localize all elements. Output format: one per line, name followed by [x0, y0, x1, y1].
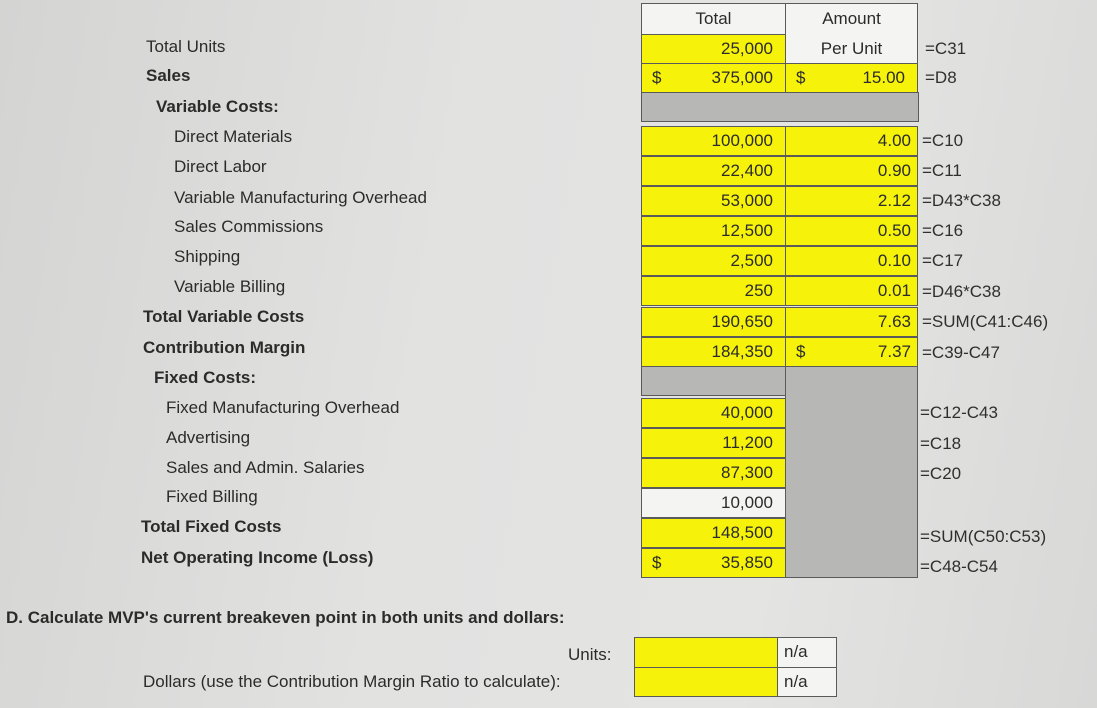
- cell-direct-labor-per-unit[interactable]: [785, 156, 918, 186]
- value-direct-materials-total: 100,000: [711, 131, 773, 150]
- cell-sales-commissions-total[interactable]: [641, 216, 786, 246]
- formula-advertising: =C18: [920, 434, 962, 453]
- cell-variable-mfg-overhead-total[interactable]: [641, 186, 786, 216]
- value-fixed-mfg-overhead-total: 40,000: [721, 403, 773, 422]
- label-sales-commissions: Sales Commissions: [174, 217, 324, 236]
- formula-direct-materials: =C10: [922, 131, 964, 150]
- cell-direct-materials-total[interactable]: [641, 126, 786, 156]
- formula-variable-mfg-overhead: =D43*C38: [922, 191, 1001, 210]
- dollars-note: n/a: [784, 672, 808, 691]
- cell-total-units[interactable]: [641, 34, 786, 64]
- value-direct-labor-per-unit: 0.90: [877, 161, 911, 180]
- dollars-label: Dollars (use the Contribution Margin Ratio to calculate):: [143, 672, 561, 691]
- question-title: D. Calculate MVP's current breakeven point in both units and dollars:: [6, 608, 565, 627]
- units-label: Units:: [568, 645, 612, 664]
- value-variable-billing-per-unit: 0.01: [877, 281, 911, 300]
- value-shipping-per-unit: 0.10: [877, 251, 911, 270]
- value-contribution-margin-per-unit: 7.37: [877, 342, 911, 361]
- value-sales-commissions-per-unit: 0.50: [877, 221, 911, 240]
- cell-fixed-costs-heading-shaded: [641, 366, 786, 396]
- label-fixed-costs: Fixed Costs:: [154, 368, 257, 387]
- cell-variable-mfg-overhead-per-unit[interactable]: [785, 186, 918, 216]
- value-sales-per-unit: 15.00: [862, 68, 905, 87]
- formula-total-fixed-costs: =SUM(C50:C53): [920, 527, 1047, 546]
- header-total: Total: [695, 9, 732, 28]
- cell-variable-costs-heading-shaded: [641, 92, 919, 122]
- sales-per-unit-dollar-sign: $: [796, 68, 806, 87]
- header-total-cell: [641, 3, 786, 35]
- value-total-variable-costs-per-unit: 7.63: [877, 312, 911, 331]
- formula-total-units: =C31: [925, 39, 967, 58]
- value-variable-mfg-overhead-total: 53,000: [721, 191, 773, 210]
- value-variable-billing-total: 250: [744, 281, 773, 300]
- value-variable-mfg-overhead-per-unit: 2.12: [877, 191, 911, 210]
- value-sales-total: 375,000: [711, 68, 773, 87]
- value-total-units: 25,000: [721, 39, 773, 58]
- value-total-fixed-costs-total: 148,500: [711, 523, 773, 542]
- formula-total-variable-costs: =SUM(C41:C46): [922, 312, 1049, 331]
- dollars-note-cell: [777, 667, 837, 697]
- value-advertising-total: 11,200: [722, 433, 773, 452]
- label-total-units: Total Units: [146, 37, 226, 56]
- value-fixed-billing-total: 10,000: [721, 493, 773, 512]
- formula-contribution-margin: =C39-C47: [922, 343, 1000, 362]
- label-shipping: Shipping: [174, 247, 241, 266]
- formula-shipping: =C17: [922, 251, 964, 270]
- cell-fixed-billing-total[interactable]: [641, 488, 786, 518]
- formula-net-operating-income: =C48-C54: [920, 557, 998, 576]
- value-net-operating-income-total: 35,850: [721, 553, 773, 572]
- label-sales-admin-salaries: Sales and Admin. Salaries: [166, 458, 365, 477]
- formula-variable-billing: =D46*C38: [922, 282, 1001, 301]
- label-fixed-mfg-overhead: Fixed Manufacturing Overhead: [166, 398, 400, 417]
- label-direct-materials: Direct Materials: [174, 127, 293, 146]
- cell-total-fixed-costs-total[interactable]: [641, 518, 786, 548]
- label-variable-billing: Variable Billing: [174, 277, 286, 296]
- formula-fixed-mfg-overhead: =C12-C43: [920, 403, 998, 422]
- cell-sales-admin-salaries-total[interactable]: [641, 458, 786, 488]
- cell-variable-billing-per-unit[interactable]: [785, 276, 918, 306]
- units-note-cell: [777, 637, 837, 668]
- breakeven-dollars-input[interactable]: [634, 667, 778, 697]
- label-sales: Sales: [146, 66, 191, 85]
- value-shipping-total: 2,500: [730, 251, 773, 270]
- header-per-unit: Per Unit: [820, 39, 883, 58]
- label-variable-mfg-overhead: Variable Manufacturing Overhead: [174, 188, 427, 207]
- cell-fixed-mfg-overhead-total[interactable]: [641, 398, 786, 428]
- breakeven-units-input[interactable]: [634, 637, 778, 668]
- cell-fixed-per-unit-shaded: [785, 366, 918, 578]
- value-direct-labor-total: 22,400: [721, 161, 773, 180]
- header-amount: Amount: [822, 9, 881, 28]
- label-fixed-billing: Fixed Billing: [166, 487, 258, 506]
- header-amount-cell: [785, 3, 918, 65]
- label-variable-costs: Variable Costs:: [156, 97, 279, 116]
- formula-sales-commissions: =C16: [922, 221, 964, 240]
- sales-dollar-sign: $: [652, 68, 662, 87]
- cell-contribution-margin-per-unit[interactable]: [785, 337, 918, 367]
- cell-net-operating-income-total[interactable]: [641, 548, 786, 578]
- value-sales-commissions-total: 12,500: [721, 221, 773, 240]
- label-total-fixed-costs: Total Fixed Costs: [141, 517, 282, 536]
- formula-sales-admin-salaries: =C20: [920, 464, 962, 483]
- noi-dollar-sign: $: [652, 553, 662, 572]
- label-direct-labor: Direct Labor: [174, 157, 267, 176]
- cell-shipping-total[interactable]: [641, 246, 786, 276]
- cell-direct-labor-total[interactable]: [641, 156, 786, 186]
- cell-total-variable-costs-per-unit[interactable]: [785, 307, 918, 337]
- label-total-variable-costs: Total Variable Costs: [143, 307, 305, 326]
- value-total-variable-costs-total: 190,650: [711, 312, 773, 331]
- cell-shipping-per-unit[interactable]: [785, 246, 918, 276]
- cell-sales-total[interactable]: [641, 63, 786, 93]
- cell-sales-per-unit[interactable]: [785, 63, 918, 93]
- cell-sales-commissions-per-unit[interactable]: [785, 216, 918, 246]
- cell-variable-billing-total[interactable]: [641, 276, 786, 306]
- label-contribution-margin: Contribution Margin: [143, 338, 306, 357]
- value-sales-admin-salaries-total: 87,300: [721, 463, 773, 482]
- cell-advertising-total[interactable]: [641, 428, 786, 458]
- cell-contribution-margin-total[interactable]: [641, 337, 786, 367]
- value-contribution-margin-total: 184,350: [711, 342, 773, 361]
- cell-direct-materials-per-unit[interactable]: [785, 126, 918, 156]
- formula-direct-labor: =C11: [922, 161, 962, 180]
- units-note: n/a: [784, 642, 808, 661]
- cell-total-variable-costs-total[interactable]: [641, 307, 786, 337]
- formula-sales: =D8: [925, 68, 957, 87]
- label-advertising: Advertising: [166, 428, 251, 447]
- label-net-operating-income: Net Operating Income (Loss): [141, 548, 374, 567]
- value-direct-materials-per-unit: 4.00: [877, 131, 911, 150]
- cm-per-unit-dollar-sign: $: [796, 342, 806, 361]
